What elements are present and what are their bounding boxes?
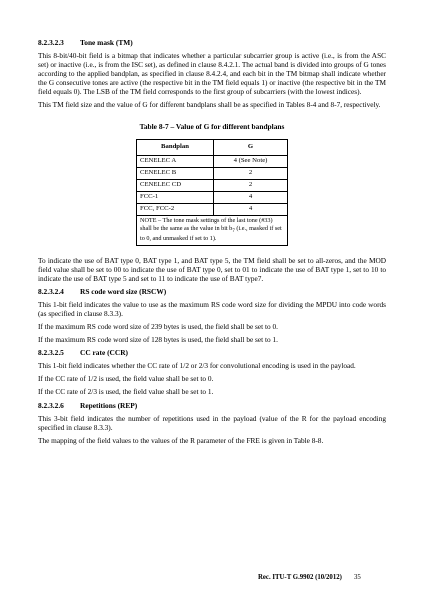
table-note-row (137, 215, 288, 245)
table-header-row (137, 139, 288, 155)
note-text-end: (i.e., masked if set to 0, and unmasked if set to 1). (140, 224, 282, 243)
table-cell: FCC, FCC-2 (137, 203, 214, 215)
paragraph: This TM field size and the value of G for different bandplans shall be as specified in Tables 8-4 and 8-7, respectively. (38, 100, 381, 110)
note-text: NOTE – The tone mask settings of the last tone (#33) shall be the same as the value in bit b (140, 217, 273, 232)
bandplan-table (136, 139, 288, 246)
note-subscript: 7 (232, 227, 235, 234)
section-number: 8.2.3.2.4 (38, 286, 64, 296)
section-heading-rscw (38, 287, 386, 296)
section-number: 8.2.3.2.6 (38, 400, 64, 410)
paragraph: To indicate the use of BAT type 0, BAT type 1, and BAT type 5, the TM field shall be set to all-zeros, and the MOD field value shall be set to 00 to indicate the use of BAT type 0, set to 01 to indicate the use of BAT type 1, set to 10 to indicate the use of BAT type 5 and set to 11 to indicate the use of BAT type7. (38, 255, 386, 283)
section-number: 8.2.3.2.5 (38, 348, 64, 358)
section-title: Tone mask (TM) (80, 38, 133, 47)
table-cell: CENELEC B (137, 167, 214, 179)
section-heading-rep (38, 401, 386, 410)
paragraph: If the CC rate of 2/3 is used, the field value shall be set to 1. (38, 387, 214, 397)
column-header: Bandplan (137, 139, 214, 155)
section-title: RS code word size (RSCW) (80, 286, 167, 296)
page-content (38, 38, 386, 449)
table-caption: Table 8-7 – Value of G for different bandplans (139, 121, 285, 131)
paragraph: If the maximum RS code word size of 239 bytes is used, the field shall be set to 0. (38, 322, 278, 332)
paragraph: If the maximum RS code word size of 128 bytes is used, the field shall be set to 1. (38, 335, 278, 345)
table-cell: 2 (214, 179, 288, 191)
table-container (38, 139, 386, 246)
paragraph: This 3-bit field indicates the number of repetitions used in the payload (value of the R for the payload encoding specified in clause 8.3.3). (38, 413, 386, 432)
paragraph: The mapping of the field values to the values of the R parameter of the FRE is given in Table 8-8. (38, 435, 324, 445)
table-cell: CENELEC A (137, 155, 214, 167)
footer-reference: Rec. ITU-T G.9902 (10/2012) (258, 574, 342, 581)
table-row (137, 179, 288, 191)
table-row (137, 203, 288, 215)
section-title: CC rate (CCR) (80, 348, 129, 358)
section-heading-ccr (38, 348, 386, 357)
table-cell: 4 (214, 203, 288, 215)
table-cell: 2 (214, 167, 288, 179)
paragraph: This 1-bit field indicates the value to use as the maximum RS code word size for dividing the MPDU into code words (as specified in clause 8.3.3). (38, 299, 386, 318)
section-title: Repetitions (REP) (80, 400, 138, 410)
table-cell: 4 (See Note) (214, 155, 288, 167)
table-row (137, 155, 288, 167)
table-row (137, 191, 288, 203)
column-header: G (214, 139, 288, 155)
table-cell: FCC-1 (137, 191, 214, 203)
section-number: 8.2.3.2.3 (38, 38, 64, 47)
paragraph: This 8-bit/40-bit field is a bitmap that indicates whether a particular subcarrier group is active (i.e., is from the ASC set) or inactive (i.e., is from the ISC set), as defined in clause 8.4.2.1. The actual band is divided into groups of G tones according to the applied bandplan, as specified in clause 8.4.2.4, and each bit in the TM bitmap shall indicate whether the G consecutive tones are active (the respective bit in the TM field equals 1) or inactive (the respective bit in the TM field equals 0). The LSB of the TM field corresponds to the first group of subcarriers (with the lowest indices). (38, 51, 386, 97)
page-number: 35 (354, 574, 361, 581)
paragraph: If the CC rate of 1/2 is used, the field value shall be set to 0. (38, 374, 214, 384)
table-cell: CENELEC CD (137, 179, 214, 191)
paragraph: This 1-bit field indicates whether the CC rate of 1/2 or 2/3 for convolutional encoding is used in the payload. (38, 361, 356, 371)
table-cell: 4 (214, 191, 288, 203)
table-note (137, 215, 288, 245)
table-row (137, 167, 288, 179)
section-heading-tone-mask (38, 38, 386, 47)
